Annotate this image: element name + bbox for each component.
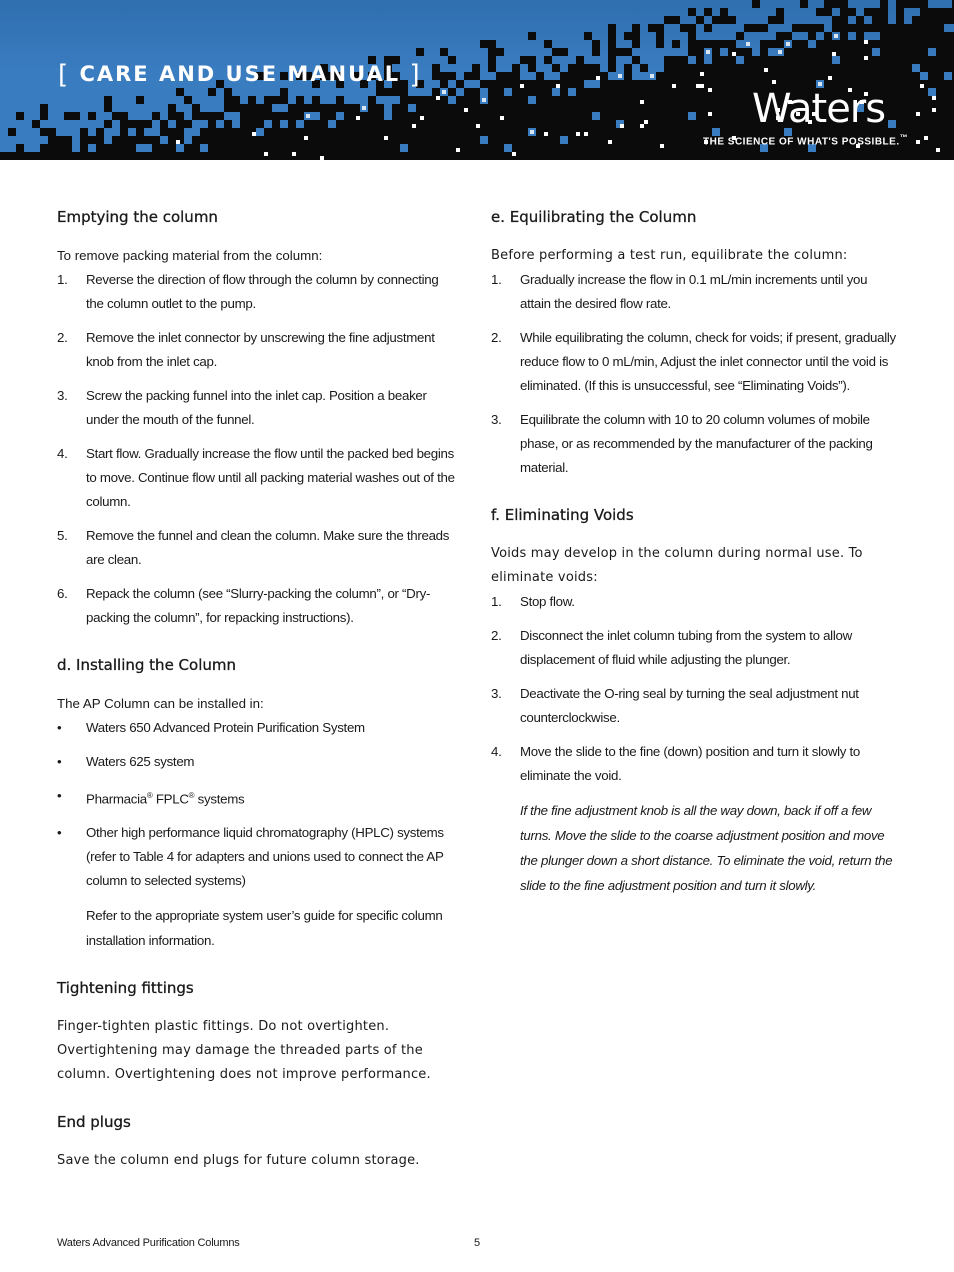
item-text: Equilibrate the column with 10 to 20 column volumes of mobile phase, or as recommended by the manufacturer of the packing material. — [520, 412, 873, 475]
item-number: 3. — [57, 388, 68, 403]
page-number: 5 — [474, 1237, 481, 1249]
section-text: Save the column end plugs for future column storage. — [57, 1153, 420, 1169]
item-number: 6. — [57, 586, 68, 601]
section-heading: d. Installing the Column — [57, 656, 237, 674]
item-text: systems — [194, 791, 245, 807]
item-text: Remove the inlet connector by unscrewing the fine adjustment knob from the inlet cap. — [86, 330, 435, 369]
section-endplugs — [57, 1113, 459, 1173]
list-item — [57, 750, 459, 774]
section-intro: The AP Column can be installed in: — [57, 696, 264, 711]
item-text: Reverse the direction of flow through the column by connecting the column outlet to the pump. — [86, 272, 439, 311]
list-item — [57, 784, 459, 811]
list-item — [491, 740, 899, 788]
item-text: Gradually increase the flow in 0.1 mL/min increments until you attain the desired flow rate. — [520, 272, 868, 311]
header-banner — [0, 0, 954, 160]
item-text: Stop flow. — [520, 594, 575, 609]
section-heading: e. Equilibrating the Column — [491, 208, 697, 226]
item-number: 4. — [57, 446, 68, 461]
list-item — [491, 326, 899, 398]
section-heading: Tightening fittings — [57, 979, 194, 998]
manual-title-text: CARE AND USE MANUAL — [79, 62, 401, 86]
item-text: Start flow. Gradually increase the flow until the packed bed begins to move. Continue flow until all packing material washes out of the column. — [86, 446, 455, 509]
item-number: 1. — [491, 272, 502, 287]
emptying-steps — [57, 268, 459, 630]
list-item — [491, 268, 899, 316]
item-number: 2. — [57, 330, 68, 345]
item-text: Waters 650 Advanced Protein Purification System — [86, 720, 365, 735]
item-text: Deactivate the O-ring seal by turning the seal adjustment nut counterclockwise. — [520, 686, 859, 725]
list-item — [57, 524, 459, 572]
install-systems-list — [57, 716, 459, 893]
list-item — [57, 268, 459, 316]
item-number: 2. — [491, 628, 502, 643]
waters-logo: Waters — [752, 86, 886, 132]
bullet: • — [57, 788, 62, 803]
section-voids — [491, 506, 899, 898]
item-text: Screw the packing funnel into the inlet cap. Position a beaker under the mouth of the funnel. — [86, 388, 427, 427]
install-note: Refer to the appropriate system user’s guide for specific column installation information. — [86, 908, 443, 949]
list-item — [57, 821, 459, 893]
left-column — [57, 208, 459, 1199]
item-text: Move the slide to the fine (down) position and turn it slowly to eliminate the void. — [520, 744, 861, 783]
list-item — [57, 442, 459, 514]
section-intro: Voids may develop in the column during normal use. To eliminate voids: — [491, 546, 863, 585]
item-text: Disconnect the inlet column tubing from the system to allow displacement of fluid while adjusting the plunger. — [520, 628, 852, 667]
list-item — [491, 624, 899, 672]
bullet: • — [57, 720, 62, 735]
bullet: • — [57, 754, 62, 769]
manual-title — [58, 58, 422, 88]
item-text: Remove the funnel and clean the column. Make sure the threads are clean. — [86, 528, 450, 567]
registered-mark: ® — [146, 791, 153, 800]
tagline-text: THE SCIENCE OF WHAT'S POSSIBLE. — [703, 136, 900, 148]
section-tightening — [57, 979, 459, 1087]
trademark-mark: ™ — [899, 133, 909, 142]
item-text: Pharmacia — [86, 791, 147, 807]
section-intro: Before performing a test run, equilibrate the column: — [491, 248, 848, 263]
list-item — [491, 590, 899, 614]
item-number: 1. — [57, 272, 68, 287]
voids-steps — [491, 590, 899, 788]
bracket-close: ] — [409, 60, 422, 90]
section-heading: f. Eliminating Voids — [491, 506, 634, 524]
item-text: FPLC — [152, 791, 189, 807]
tagline — [703, 133, 908, 147]
list-item — [491, 682, 899, 730]
bullet: • — [57, 825, 62, 841]
item-text: Other high performance liquid chromatography (HPLC) systems (refer to Table 4 for adapters and unions used to connect the AP column to selected systems) — [86, 825, 444, 889]
item-number: 5. — [57, 528, 68, 543]
item-number: 2. — [491, 330, 502, 345]
footer-doc-title: Waters Advanced Purification Columns — [57, 1237, 240, 1249]
list-item — [491, 408, 899, 480]
item-number: 3. — [491, 412, 502, 427]
item-text: While equilibrating the column, check for voids; if present, gradually reduce flow to 0 mL/min, Adjust the inlet connector until the void is eliminated. (If this is unsuccessful, see “Eliminating Voids”). — [520, 330, 896, 393]
list-item — [57, 326, 459, 374]
section-emptying — [57, 208, 459, 630]
bracket-open: [ — [58, 60, 71, 90]
section-equilibrating — [491, 208, 899, 480]
voids-note: If the fine adjustment knob is all the way down, back if off a few turns. Move the slide to the coarse adjustment position and move the plunger down a short distance. To eliminate the void, return the slide to the fine adjustment position and turn it slowly. — [520, 803, 893, 893]
registered-mark: ® — [188, 791, 195, 800]
item-text: Repack the column (see “Slurry-packing the column”, or “Dry-packing the column”, for repacking instructions). — [86, 586, 431, 625]
section-installing — [57, 656, 459, 953]
item-number: 3. — [491, 686, 502, 701]
section-heading: End plugs — [57, 1113, 131, 1132]
item-number: 4. — [491, 744, 502, 759]
section-intro: To remove packing material from the column: — [57, 248, 323, 263]
item-number: 1. — [491, 594, 502, 609]
section-text: Finger-tighten plastic fittings. Do not overtighten. Overtightening may damage the threaded parts of the column. Overtightening does not improve performance. — [57, 1019, 431, 1083]
list-item — [57, 716, 459, 740]
item-text: Waters 625 system — [86, 754, 195, 769]
list-item — [57, 384, 459, 432]
section-heading: Emptying the column — [57, 208, 218, 226]
list-item — [57, 582, 459, 630]
right-column — [491, 208, 899, 924]
equilibrating-steps — [491, 268, 899, 480]
